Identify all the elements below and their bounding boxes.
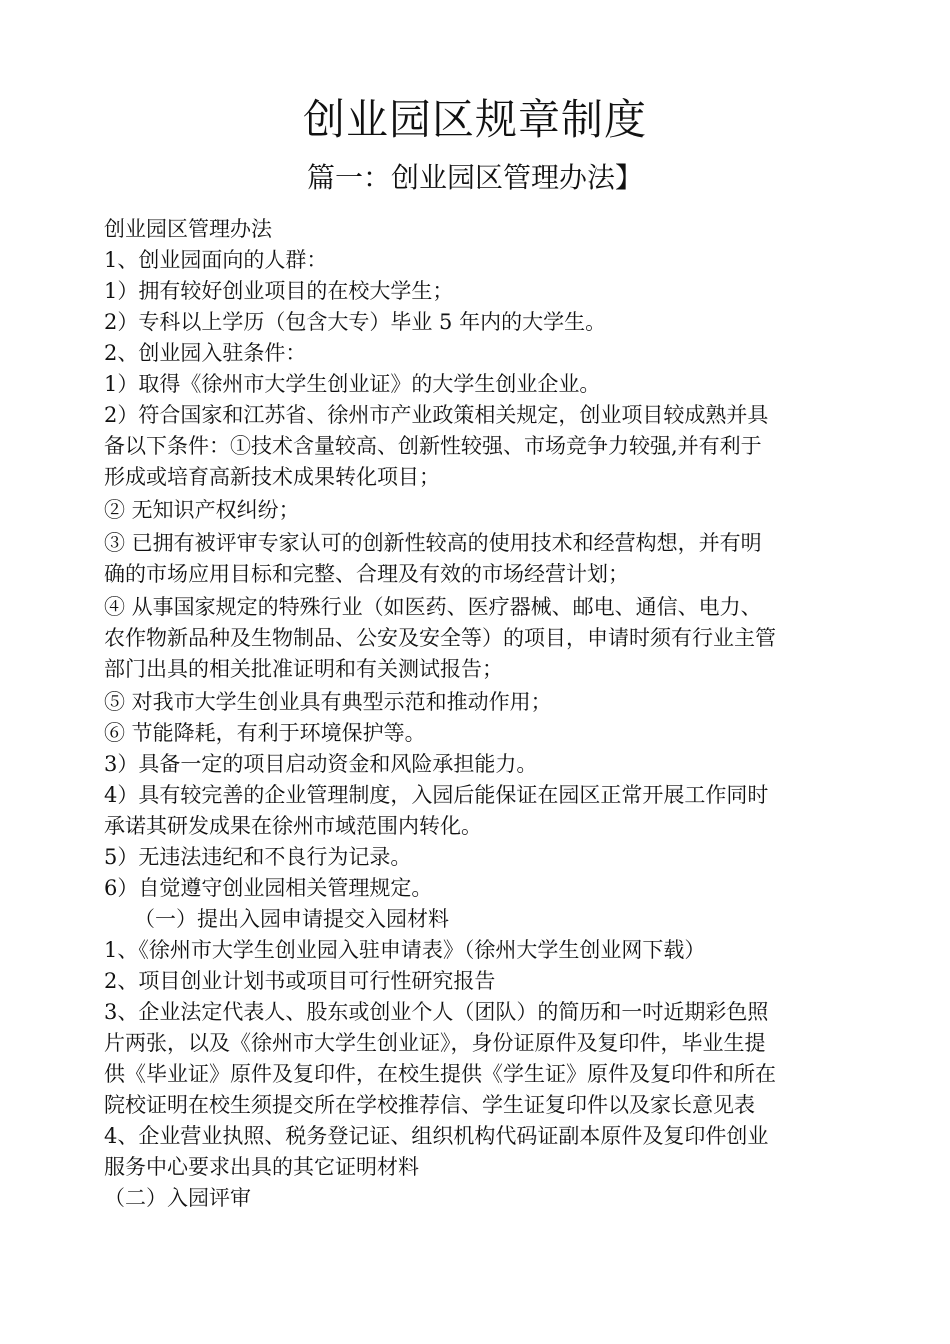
paragraph-line: ⑤ 对我市大学生创业具有典型示范和推动作用； bbox=[104, 690, 552, 714]
paragraph-line: 1、《徐州市大学生创业园入驻申请表》（徐州大学生创业网下载） bbox=[104, 938, 706, 962]
paragraph-line: 片两张，以及《徐州市大学生创业证》，身份证原件及复印件，毕业生提 bbox=[104, 1031, 766, 1055]
paragraph-line: 农作物新品种及生物制品、公安及安全等）的项目，申请时须有行业主管 bbox=[104, 626, 776, 650]
paragraph-line: 1）拥有较好创业项目的在校大学生； bbox=[104, 279, 454, 303]
paragraph-line: 1、创业园面向的人群： bbox=[104, 248, 328, 272]
paragraph-line: ② 无知识产权纠纷； bbox=[104, 498, 300, 522]
paragraph-line: 2）专科以上学历（包含大专）毕业 5 年内的大学生。 bbox=[104, 310, 607, 334]
paragraph-line: 6）自觉遵守创业园相关管理规定。 bbox=[104, 876, 433, 900]
paragraph-line: 部门出具的相关批准证明和有关测试报告； bbox=[104, 657, 503, 681]
paragraph-line: 创业园区管理办法 bbox=[104, 217, 272, 241]
paragraph-line: 5）无违法违纪和不良行为记录。 bbox=[104, 845, 412, 869]
paragraph-line: 4、企业营业执照、税务登记证、组织机构代码证副本原件及复印件创业 bbox=[104, 1124, 769, 1148]
document-title: 创业园区规章制度 bbox=[302, 95, 647, 144]
document-body bbox=[104, 214, 864, 1214]
paragraph-line: 3、企业法定代表人、股东或创业个人（团队）的简历和一吋近期彩色照 bbox=[104, 1000, 769, 1024]
paragraph-line: 院校证明在校生须提交所在学校推荐信、学生证复印件以及家长意见表 bbox=[104, 1093, 755, 1117]
paragraph-line: 1）取得《徐州市大学生创业证》的大学生创业企业。 bbox=[104, 372, 601, 396]
paragraph-line: 2）符合国家和江苏省、徐州市产业政策相关规定，创业项目较成熟并具 bbox=[104, 403, 769, 427]
section-heading: （一）提出入园申请提交入园材料 bbox=[134, 907, 449, 931]
paragraph-line: ⑥ 节能降耗，有利于环境保护等。 bbox=[104, 721, 426, 745]
paragraph-line: 2、创业园入驻条件： bbox=[104, 341, 307, 365]
document-subtitle: 篇一：创业园区管理办法】 bbox=[306, 161, 643, 194]
paragraph-line: ④ 从事国家规定的特殊行业（如医药、医疗器械、邮电、通信、电力、 bbox=[104, 595, 762, 619]
paragraph-line: 形成或培育高新技术成果转化项目； bbox=[104, 465, 440, 489]
paragraph-line: 备以下条件：①技术含量较高、创新性较强、市场竞争力较强,并有利于 bbox=[104, 434, 762, 458]
paragraph-line: 承诺其研发成果在徐州市域范围内转化。 bbox=[104, 814, 482, 838]
paragraph-line: 确的市场应用目标和完整、合理及有效的市场经营计划； bbox=[104, 562, 629, 586]
section-heading: （二）入园评审 bbox=[104, 1186, 251, 1210]
paragraph-line: 3）具备一定的项目启动资金和风险承担能力。 bbox=[104, 752, 538, 776]
paragraph-line: ③ 已拥有被评审专家认可的创新性较高的使用技术和经营构想，并有明 bbox=[104, 531, 762, 555]
paragraph-line: 供《毕业证》原件及复印件，在校生提供《学生证》原件及复印件和所在 bbox=[104, 1062, 776, 1086]
paragraph-line: 服务中心要求出具的其它证明材料 bbox=[104, 1155, 419, 1179]
paragraph-line: 2、项目创业计划书或项目可行性研究报告 bbox=[104, 969, 496, 993]
paragraph-line: 4）具有较完善的企业管理制度，入园后能保证在园区正常开展工作同时 bbox=[104, 783, 769, 807]
